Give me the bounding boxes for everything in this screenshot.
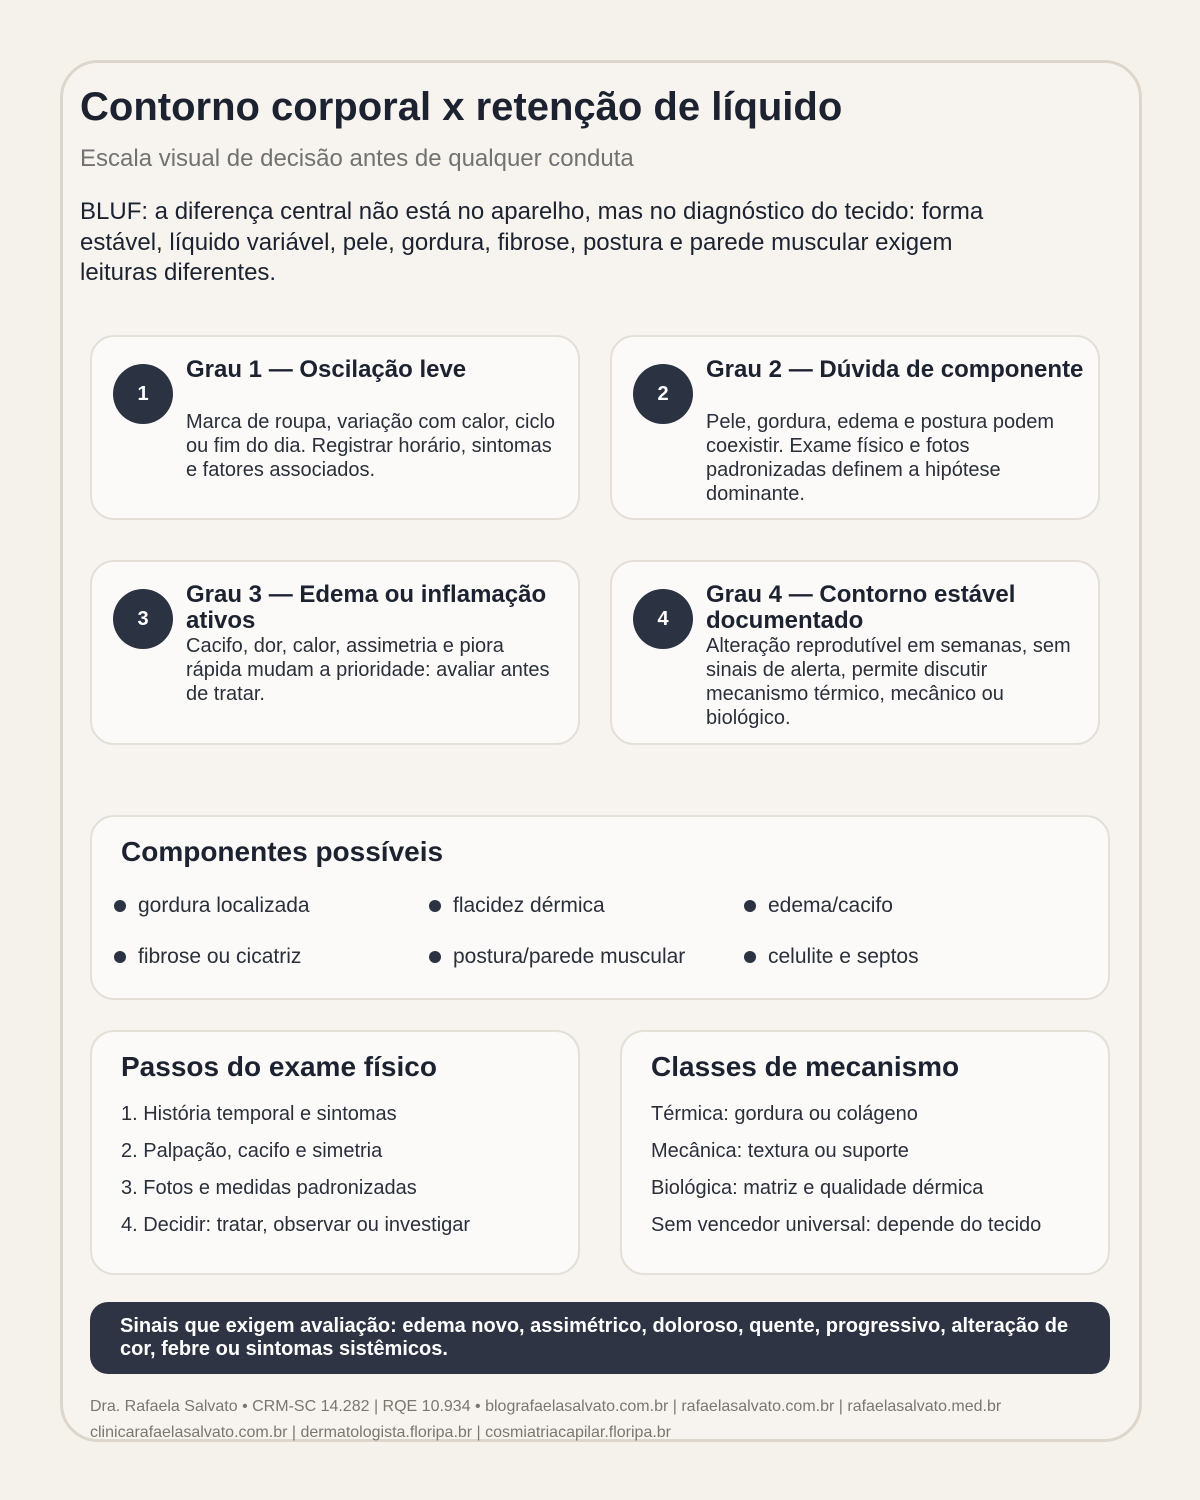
grade-description: Pele, gordura, edema e postura podem coexistir. Exame físico e fotos padronizadas definem a hipótese dominante. bbox=[706, 411, 1054, 505]
mechanism-item: Sem vencedor universal: depende do tecido bbox=[651, 1214, 1042, 1236]
bullet-icon bbox=[429, 951, 441, 963]
grade-card-1 bbox=[90, 335, 580, 520]
bullet-icon bbox=[744, 951, 756, 963]
grade-number-badge: 2 bbox=[633, 364, 693, 424]
bullet-icon bbox=[114, 900, 126, 912]
grade-title: Grau 2 — Dúvida de componente bbox=[706, 356, 1084, 383]
page-subtitle: Escala visual de decisão antes de qualquer conduta bbox=[80, 145, 634, 172]
components-panel bbox=[90, 815, 1110, 1000]
bluf-summary: BLUF: a diferença central não está no aparelho, mas no diagnóstico do tecido: forma estável, líquido variável, pele, gordura, fibrose, postura e parede muscular exigem leituras diferentes. bbox=[80, 198, 984, 286]
component-item: gordura localizada bbox=[114, 894, 310, 918]
component-item: flacidez dérmica bbox=[429, 894, 605, 918]
grade-number-badge: 3 bbox=[113, 589, 173, 649]
grade-description: Cacifo, dor, calor, assimetria e piora rápida mudam a prioridade: avaliar antes de tratar. bbox=[186, 635, 550, 705]
bullet-icon bbox=[114, 951, 126, 963]
mechanism-item: Biológica: matriz e qualidade dérmica bbox=[651, 1177, 984, 1199]
mechanism-item: Mecânica: textura ou suporte bbox=[651, 1140, 909, 1162]
mechanisms-panel bbox=[620, 1030, 1110, 1275]
grade-number-badge: 1 bbox=[113, 364, 173, 424]
exam-steps-title: Passos do exame físico bbox=[121, 1051, 437, 1082]
mechanisms-title: Classes de mecanismo bbox=[651, 1051, 960, 1082]
footer-credentials: Dra. Rafaela Salvato • CRM-SC 14.282 | RQE 10.934 • blografaelasalvato.com.br | rafaelasalvato.com.br | rafaelasalvato.med.br bbox=[90, 1398, 1002, 1415]
exam-step: 2. Palpação, cacifo e simetria bbox=[121, 1140, 383, 1162]
exam-step: 3. Fotos e medidas padronizadas bbox=[121, 1177, 417, 1199]
grade-number-badge: 4 bbox=[633, 589, 693, 649]
exam-step: 4. Decidir: tratar, observar ou investigar bbox=[121, 1214, 471, 1236]
footer-sites: clinicarafaelasalvato.com.br | dermatologista.floripa.br | cosmiatriacapilar.floripa.br bbox=[90, 1424, 672, 1441]
exam-steps-panel bbox=[90, 1030, 580, 1275]
component-item: postura/parede muscular bbox=[429, 945, 685, 969]
grade-card-4 bbox=[610, 560, 1100, 745]
mechanism-item: Térmica: gordura ou colágeno bbox=[651, 1103, 918, 1125]
component-item: celulite e septos bbox=[744, 945, 919, 969]
components-title: Componentes possíveis bbox=[121, 836, 444, 867]
page-title: Contorno corporal x retenção de líquido bbox=[80, 85, 843, 129]
footer bbox=[90, 1394, 1120, 1446]
component-item: fibrose ou cicatriz bbox=[114, 945, 301, 969]
grade-title: Grau 3 — Edema ou inflamação ativos bbox=[186, 581, 547, 634]
grade-title: Grau 1 — Oscilação leve bbox=[186, 356, 467, 383]
grade-description: Alteração reprodutível em semanas, sem sinais de alerta, permite discutir mecanismo térmico, mecânico ou biológico. bbox=[706, 635, 1071, 729]
warning-banner: Sinais que exigem avaliação: edema novo, assimétrico, doloroso, quente, progressivo, alteração de cor, febre ou sintomas sistêmicos. bbox=[90, 1302, 1110, 1374]
bullet-icon bbox=[744, 900, 756, 912]
grade-title: Grau 4 — Contorno estável documentado bbox=[706, 581, 1016, 634]
grade-description: Marca de roupa, variação com calor, ciclo ou fim do dia. Registrar horário, sintomas e fatores associados. bbox=[186, 411, 556, 481]
grade-card-2 bbox=[610, 335, 1100, 520]
grade-card-3 bbox=[90, 560, 580, 745]
bullet-icon bbox=[429, 900, 441, 912]
component-item: edema/cacifo bbox=[744, 894, 893, 918]
exam-step: 1. História temporal e sintomas bbox=[121, 1103, 397, 1125]
